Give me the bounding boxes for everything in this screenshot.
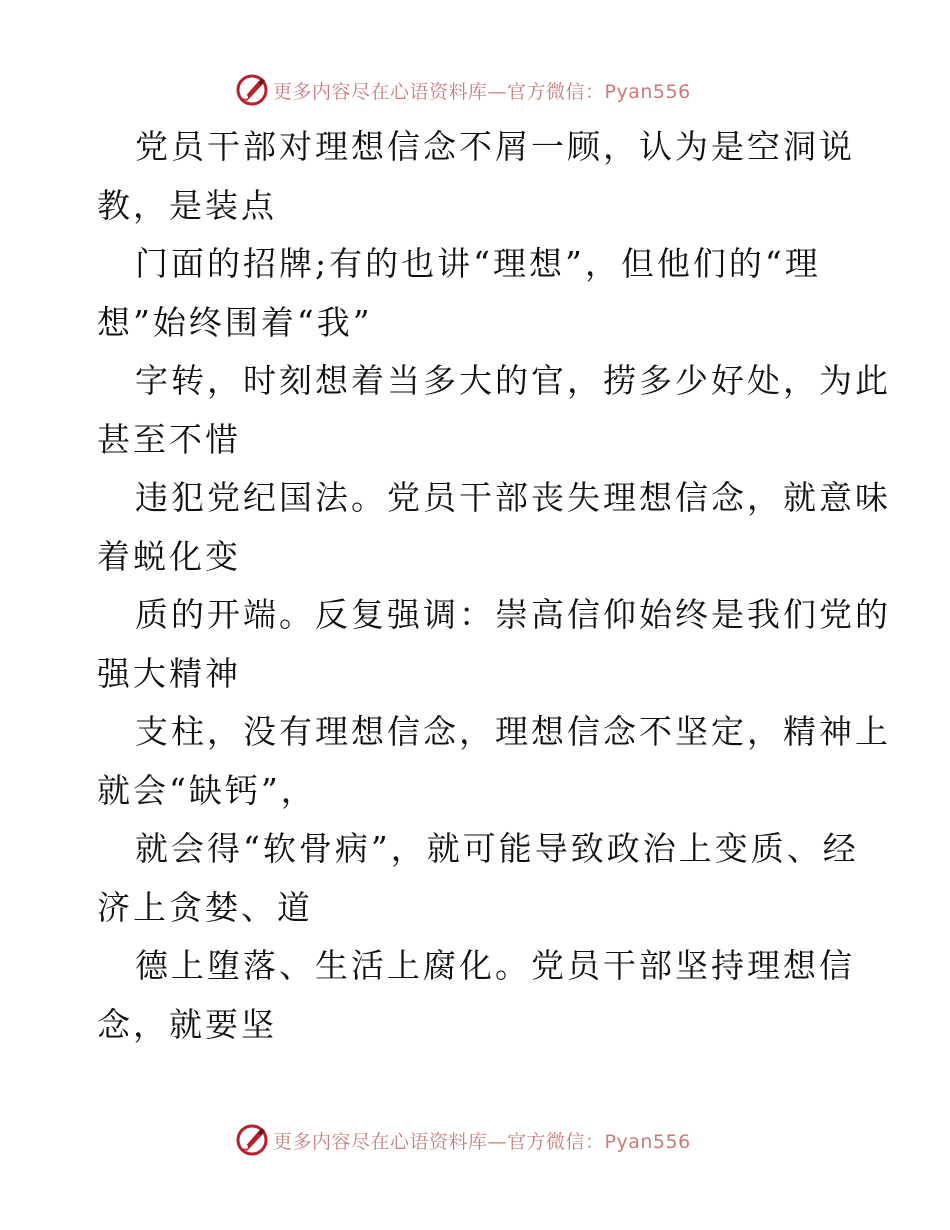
body-line: 门面的招牌;有的也讲“理想”，但他们的“理 (135, 244, 821, 283)
body-line: 支柱，没有理想信念，理想信念不坚定，精神上 (135, 712, 891, 751)
pen-logo-icon (235, 1123, 269, 1157)
body-line: 念，就要坚 (97, 1004, 277, 1044)
watermark-text (273, 1127, 691, 1154)
body-line: 德上堕落、生活上腐化。党员干部坚持理想信 (135, 946, 855, 985)
document-body (97, 118, 891, 1054)
body-line: 着蜕化变 (97, 536, 241, 576)
body-line: 质的开端。反复强调：崇高信仰始终是我们党的 (135, 595, 891, 634)
watermark-account: Pyan556 (604, 80, 691, 103)
body-line: 就会“缺钙”， (97, 770, 317, 810)
body-line: 强大精神 (97, 653, 241, 693)
body-line: 甚至不惜 (97, 419, 241, 459)
body-line: 教，是装点 (97, 185, 277, 225)
pen-logo-icon (235, 73, 269, 107)
footer-watermark (235, 1120, 715, 1160)
watermark-label: 更多内容尽在心语资料库—官方微信： (273, 80, 605, 103)
header-watermark (235, 70, 715, 110)
body-line: 违犯党纪国法。党员干部丧失理想信念，就意味 (135, 478, 891, 517)
body-line: 想”始终围着“我” (97, 302, 373, 342)
body-line: 就会得“软骨病”，就可能导致政治上变质、经 (135, 829, 859, 868)
watermark-account: Pyan556 (604, 1130, 691, 1153)
body-line: 字转，时刻想着当多大的官，捞多少好处，为此 (135, 361, 891, 400)
watermark-label: 更多内容尽在心语资料库—官方微信： (273, 1130, 605, 1153)
watermark-text (273, 77, 691, 104)
body-line: 党员干部对理想信念不屑一顾，认为是空洞说 (135, 127, 855, 166)
body-line: 济上贪婪、道 (97, 887, 313, 927)
